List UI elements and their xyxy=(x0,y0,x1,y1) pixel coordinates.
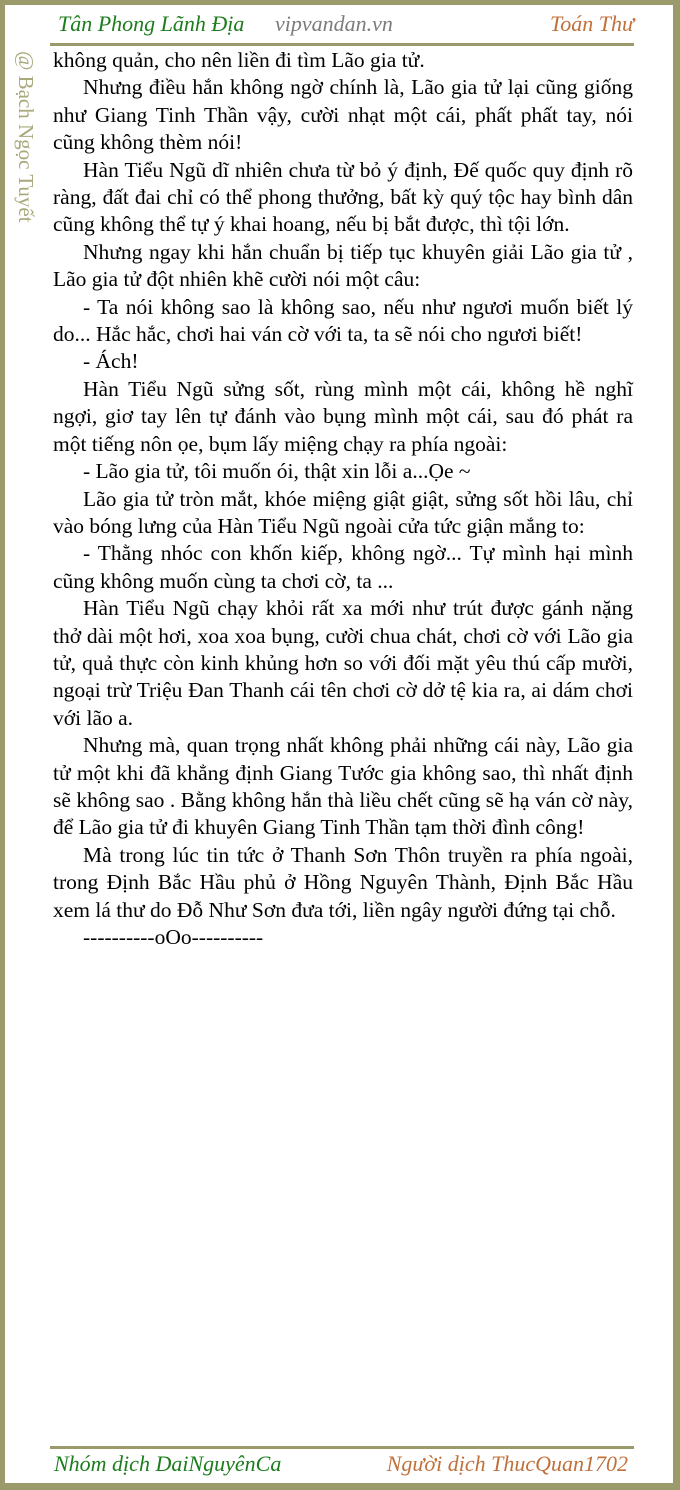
paragraph: Nhưng mà, quan trọng nhất không phải những cái này, Lão gia tử một khi đã khẳng định Giang Tước gia không sao, thì nhất định sẽ không sao . Bằng không hắn thà liều chết cũng sẽ hạ ván cờ này, để Lão gia tử đi khuyên Giang Tinh Thần tạm thời đình công! xyxy=(53,733,633,840)
paragraph: Nhưng ngay khi hắn chuẩn bị tiếp tục khuyên giải Lão gia tử , Lão gia tử đột nhiên khẽ cười nói một câu: xyxy=(53,239,633,292)
footer-divider xyxy=(50,1446,634,1449)
chapter-end-separator: ----------oOo---------- xyxy=(83,925,264,949)
paragraph: - Lão gia tử, tôi muốn ói, thật xin lỗi a...Ọe ~ xyxy=(83,459,471,484)
author-name: Toán Thư xyxy=(550,11,634,36)
page-header xyxy=(50,5,634,45)
paragraph: không quản, cho nên liền đi tìm Lão gia tử. xyxy=(53,48,425,72)
page-footer xyxy=(50,1451,634,1481)
paragraph: Hàn Tiểu Ngũ sửng sốt, rùng mình một cái, không hề nghĩ ngợi, giơ tay lên tự đánh vào bụng mình một cái, sau đó phát ra một tiếng nôn ọe, bụm lấy miệng chạy ra phía ngoài: xyxy=(53,376,633,456)
paragraph: Hàn Tiểu Ngũ dĩ nhiên chưa từ bỏ ý định, Đế quốc quy định rõ ràng, đất đai chỉ có thể phong thưởng, bất kỳ quý tộc hay bình dân cũng không thể tự ý khai hoang, nếu bị bắt được, thì tội lớn. xyxy=(53,157,633,237)
header-divider xyxy=(50,43,634,46)
site-name: vipvandan.vn xyxy=(275,11,393,36)
translation-group: Nhóm dịch DaiNguyênCa xyxy=(54,1451,282,1476)
paragraph: - Ách! xyxy=(83,349,139,374)
book-title: Tân Phong Lãnh Địa xyxy=(58,11,245,36)
translator-name: Người dịch ThucQuan1702 xyxy=(386,1451,628,1476)
side-credit: @ Bạch Ngọc Tuyết xyxy=(14,51,38,223)
paragraph: Lão gia tử tròn mắt, khóe miệng giật giật, sửng sốt hồi lâu, chỉ vào bóng lưng của Hàn Tiểu Ngũ ngoài cửa tức giận mắng to: xyxy=(53,486,633,538)
page xyxy=(5,5,673,1483)
paragraph: Nhưng điều hắn không ngờ chính là, Lão gia tử lại cũng giống như Giang Tinh Thần vậy, cười nhạt một cái, phất phất tay, nói cũng không thèm nói! xyxy=(53,75,633,155)
paragraph: Hàn Tiểu Ngũ chạy khỏi rất xa mới như trút được gánh nặng thở dài một hơi, xoa xoa bụng, cười chua chát, chơi cờ với Lão gia tử, quả thực còn kinh khủng hơn so với đối mặt yêu thú cấp mười, ngoại trừ Triệu Đan Thanh cái tên chơi cờ dở tệ kia ra, ai dám chơi với lão a. xyxy=(53,596,633,730)
paragraph: Mà trong lúc tin tức ở Thanh Sơn Thôn truyền ra phía ngoài, trong Định Bắc Hầu phủ ở Hồng Nguyên Thành, Định Bắc Hầu xem lá thư do Đỗ Như Sơn đưa tới, liền ngây người đứng tại chỗ. xyxy=(53,842,633,922)
chapter-text xyxy=(53,47,633,951)
paragraph: - Ta nói không sao là không sao, nếu như ngươi muốn biết lý do... Hắc hắc, chơi hai ván cờ với ta, ta sẽ nói cho ngươi biết! xyxy=(53,294,633,347)
paragraph: - Thằng nhóc con khốn kiếp, không ngờ... Tự mình hại mình cũng không muốn cùng ta chơi cờ, ta ... xyxy=(53,541,633,593)
